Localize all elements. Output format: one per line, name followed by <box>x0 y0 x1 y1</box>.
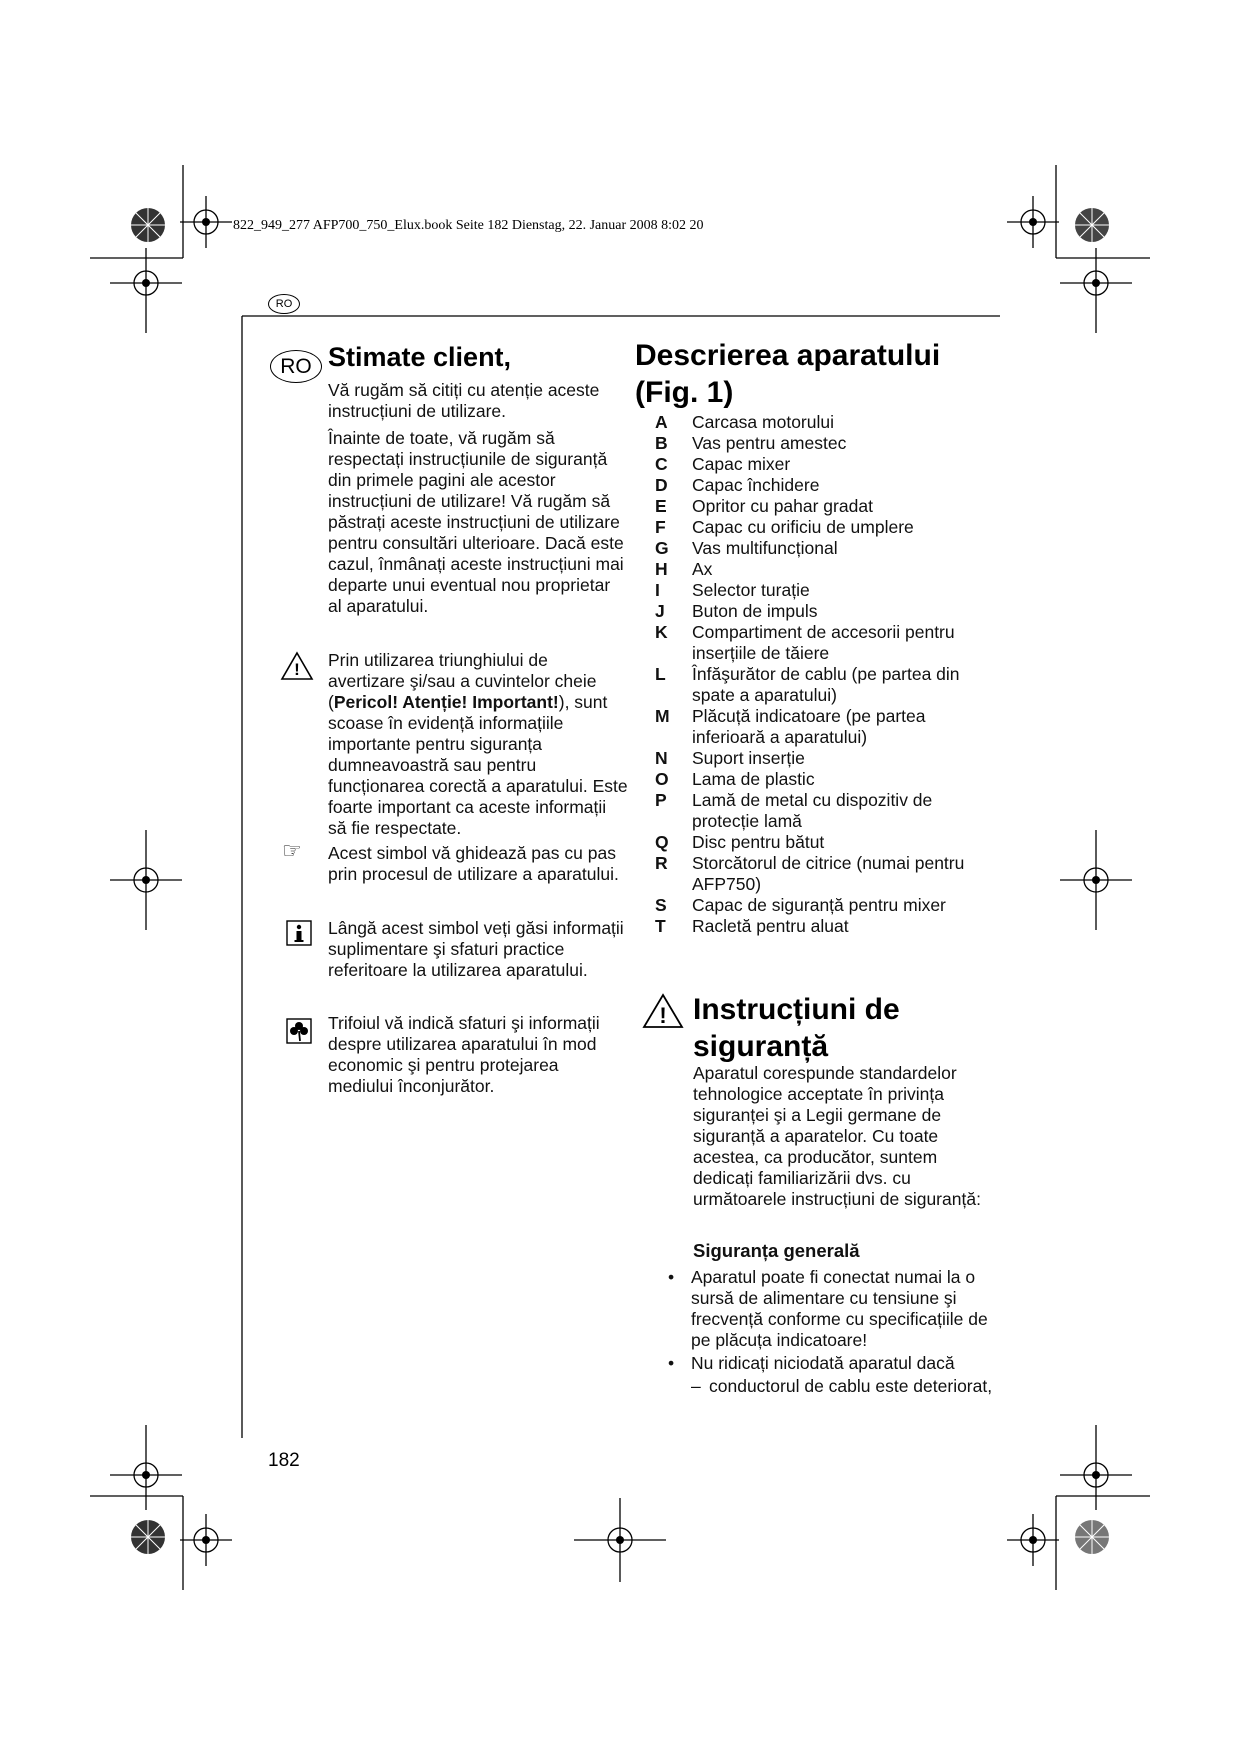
list-item: R Storcătorul de citrice (numai pentru AFP750) <box>655 853 965 894</box>
safety-intro: Aparatul corespunde standardelor tehnologice acceptate în privința siguranței şi a Legii germane de siguranță a aparatelor. Cu toate acestea, ca producător, suntem dedicați familiarizării dvs. cu următoarele instrucțiuni de siguranță: <box>693 1063 981 1209</box>
list-item: B Vas pentru amestec <box>655 433 847 453</box>
pointing-hand-icon: ☞ <box>282 838 302 863</box>
svg-text:!: ! <box>294 660 300 679</box>
list-item: T Racletă pentru aluat <box>655 916 849 936</box>
list-item: • Aparatul poate fi conectat numai la o sursă de alimentare cu tensiune şi frecvență conforme cu specificațiile de pe plăcuța indicatoare! <box>668 1267 988 1350</box>
warning-keywords: Pericol! Atenție! Important! <box>333 692 559 712</box>
step-paragraph: Acest simbol vă ghidează pas cu pas prin procesul de utilizare a aparatului. <box>328 843 619 884</box>
print-slug: 822_949_277 AFP700_750_Elux.book Seite 182 Dienstag, 22. Januar 2008 8:02 20 <box>233 218 704 233</box>
intro-block <box>328 380 628 623</box>
list-item: L Înfăşurător de cablu (pe partea din spate a aparatului) <box>655 664 960 705</box>
list-item: J Buton de impuls <box>655 601 818 621</box>
list-item: S Capac de siguranță pentru mixer <box>655 895 946 915</box>
list-item: O Lama de plastic <box>655 769 815 789</box>
list-item: E Opritor cu pahar gradat <box>655 496 873 516</box>
eco-paragraph: Trifoiul vă indică sfaturi şi informații despre utilizarea aparatului în mod economic şi pentru protejarea mediului înconjurător. <box>328 1013 600 1096</box>
list-item: – conductorul de cablu este deteriorat, <box>691 1376 993 1396</box>
list-item: C Capac mixer <box>655 454 791 474</box>
list-item: F Capac cu orificiu de umplere <box>655 517 914 537</box>
svg-text:!: ! <box>659 1003 667 1028</box>
warning-paragraph: Prin utilizarea triunghiului de avertizare şi/sau a cuvintelor cheie (Pericol! Atenție! Important!), sunt scoase în evidență informațiile importante pentru siguranța dumneavoastră sau pentru funcționarea corectă a aparatului. Este foarte important ca aceste informații să fie respectate. <box>328 650 628 838</box>
list-item: G Vas multifuncțional <box>655 538 838 558</box>
info-icon <box>286 920 312 946</box>
list-item: A Carcasa motorului <box>655 412 834 432</box>
intro-paragraph-2: Înainte de toate, vă rugăm să respectați instrucțiunile de siguranță din primele pagini ale acestor instrucțiuni de utilizare! Vă rugăm să păstrați aceste instrucțiuni de utilizare pentru consultări ulterioare. Dacă este cazul, înmânați aceste instrucțiuni mai departe unui eventual nou proprietar al aparatului. <box>328 428 624 616</box>
list-item: D Capac închidere <box>655 475 820 495</box>
left-heading: Stimate client, <box>328 342 512 372</box>
info-paragraph: Lângă acest simbol veți găsi informații suplimentare şi sfaturi practice referitoare la utilizarea aparatului. <box>328 918 624 980</box>
list-item: M Plăcuță indicatoare (pe partea inferioară a aparatului) <box>655 706 926 747</box>
list-item: H Ax <box>655 559 713 579</box>
list-item: I Selector turație <box>655 580 810 600</box>
safety-warning-icon <box>642 993 684 1029</box>
list-item: • Nu ridicați niciodată aparatul dacă <box>668 1353 955 1373</box>
list-item: P Lamă de metal cu dispozitiv de protecție lamă <box>655 790 933 831</box>
list-item: N Suport inserție <box>655 748 805 768</box>
general-safety-heading: Siguranța generală <box>693 1240 860 1261</box>
page-number: 182 <box>268 1450 300 1471</box>
language-badge-small: RO <box>268 294 300 314</box>
safety-heading: Instrucțiuni de siguranță <box>693 993 900 1063</box>
intro-paragraph-1: Vă rugăm să citiți cu atenție aceste instrucțiuni de utilizare. <box>328 380 600 421</box>
language-badge: RO <box>270 350 322 383</box>
clover-icon <box>286 1018 312 1044</box>
description-heading: Descrierea aparatului (Fig. 1) <box>635 339 941 409</box>
warning-triangle-icon <box>280 651 314 681</box>
list-item: K Compartiment de accesorii pentru inserțiile de tăiere <box>655 622 955 663</box>
parts-list <box>655 412 1000 937</box>
safety-bullets <box>668 1267 1003 1399</box>
list-item: Q Disc pentru bătut <box>655 832 825 852</box>
